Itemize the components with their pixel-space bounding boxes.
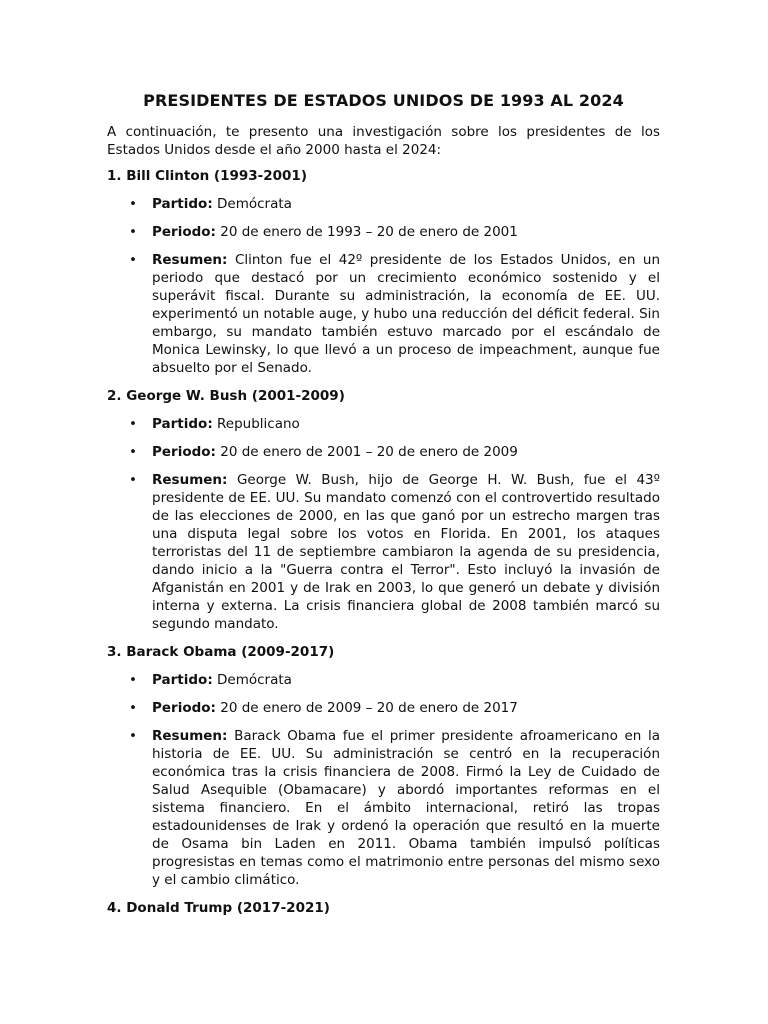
field-value: Demócrata [217, 196, 292, 212]
section-trump [107, 899, 660, 917]
field-label: Resumen: [152, 728, 228, 744]
list-item-resumen [107, 727, 660, 889]
bullet-icon: • [129, 252, 137, 268]
section-obama [107, 643, 660, 889]
bullet-icon: • [129, 472, 137, 488]
field-value: Demócrata [217, 672, 292, 688]
field-label: Resumen: [152, 472, 228, 488]
field-value: George W. Bush, hijo de George H. W. Bush, fue el 43º presidente de EE. UU. Su mandato comenzó con el controvertido resultado de las elecciones de 2000, en las que ganó por un estrecho margen tras una disputa legal sobre los votos en Florida. En 2001, los ataques terroristas del 11 de septiembre cambiaron la agenda de su presidencia, dando inicio a la "Guerra contra el Terror". Esto incluyó la invasión de Afganistán en 2001 y de Irak en 2003, lo que generó un debate y división interna y externa. La crisis financiera global de 2008 también marcó su segundo mandato. [152, 472, 660, 632]
section-heading: 1. Bill Clinton (1993-2001) [107, 168, 307, 184]
bullet-icon: • [129, 224, 137, 240]
section-bush [107, 387, 660, 633]
field-label: Resumen: [152, 252, 228, 268]
bullet-icon: • [129, 672, 137, 688]
bullet-icon: • [129, 444, 137, 460]
detail-list [107, 415, 660, 633]
list-item-partido [107, 195, 660, 213]
list-item-resumen [107, 251, 660, 377]
bullet-icon: • [129, 416, 137, 432]
document-title: PRESIDENTES DE ESTADOS UNIDOS DE 1993 AL 2024 [143, 91, 624, 110]
field-label: Periodo: [152, 444, 216, 460]
field-label: Periodo: [152, 700, 216, 716]
field-value: Clinton fue el 42º presidente de los Estados Unidos, en un periodo que destacó por un crecimiento económico sostenido y el superávit fiscal. Durante su administración, la economía de EE. UU. experimentó un notable auge, y hubo una reducción del déficit federal. Sin embargo, su mandato también estuvo marcado por el escándalo de Monica Lewinsky, lo que llevó a un proceso de impeachment, aunque fue absuelto por el Senado. [152, 252, 660, 376]
field-value: 20 de enero de 2009 – 20 de enero de 2017 [220, 700, 518, 716]
bullet-icon: • [129, 728, 137, 744]
field-value: 20 de enero de 1993 – 20 de enero de 2001 [220, 224, 518, 240]
field-label: Partido: [152, 416, 213, 432]
detail-list [107, 195, 660, 377]
section-clinton [107, 167, 660, 377]
document-page [107, 90, 660, 927]
intro-paragraph: A continuación, te presento una investigación sobre los presidentes de los Estados Unidos desde el año 2000 hasta el 2024: [107, 124, 660, 158]
list-item-partido [107, 671, 660, 689]
field-value: 20 de enero de 2001 – 20 de enero de 2009 [220, 444, 518, 460]
field-label: Partido: [152, 672, 213, 688]
bullet-icon: • [129, 700, 137, 716]
section-heading: 2. George W. Bush (2001-2009) [107, 388, 345, 404]
field-label: Periodo: [152, 224, 216, 240]
list-item-periodo [107, 443, 660, 461]
section-heading: 3. Barack Obama (2009-2017) [107, 644, 335, 660]
field-value: Barack Obama fue el primer presidente afroamericano en la historia de EE. UU. Su administración se centró en la recuperación económica tras la crisis financiera de 2008. Firmó la Ley de Cuidado de Salud Asequible (Obamacare) y abordó importantes reformas en el sistema financiero. En el ámbito internacional, retiró las tropas estadounidenses de Irak y ordenó la operación que resultó en la muerte de Osama bin Laden en 2011. Obama también impulsó políticas progresistas en temas como el matrimonio entre personas del mismo sexo y el cambio climático. [152, 728, 660, 888]
list-item-periodo [107, 699, 660, 717]
detail-list [107, 671, 660, 889]
list-item-partido [107, 415, 660, 433]
list-item-resumen [107, 471, 660, 633]
list-item-periodo [107, 223, 660, 241]
field-value: Republicano [217, 416, 300, 432]
field-label: Partido: [152, 196, 213, 212]
bullet-icon: • [129, 196, 137, 212]
section-heading: 4. Donald Trump (2017-2021) [107, 900, 330, 916]
